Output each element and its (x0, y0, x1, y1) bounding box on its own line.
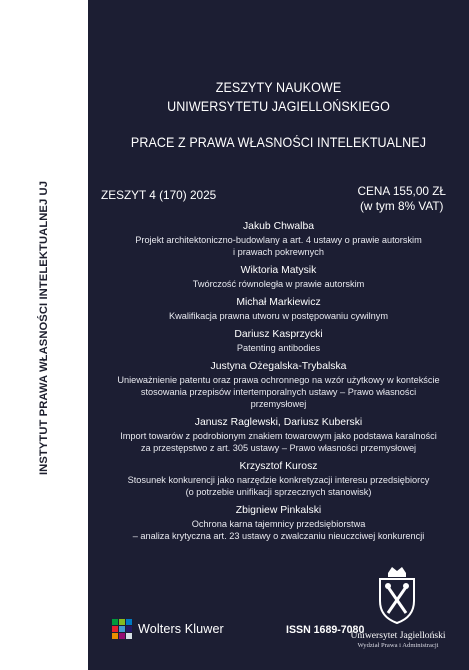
toc-author: Janusz Raglewski, Dariusz Kuberski (194, 417, 363, 428)
toc-article-title: Patenting antibodies (236, 343, 321, 353)
toc-author: Jakub Chwalba (242, 221, 315, 232)
toc-article-title: Projekt architektoniczno-budowlany a art. 4 ustawy o prawie autorskim (135, 235, 422, 245)
toc-article-title: Import towarów z podrobionym znakiem towarowym jako podstawa karalności (120, 431, 437, 441)
wolters-kluwer-logo-icon (112, 619, 132, 639)
journal-title (88, 78, 469, 152)
toc-article-title: za przestępstwo z art. 305 ustawy – Prawo własności przemysłowej (140, 443, 417, 453)
uj-crest-icon (374, 565, 420, 625)
publisher-name: Wolters Kluwer (138, 622, 224, 636)
toc-author: Justyna Ożegalska-Trybalska (210, 361, 347, 372)
toc-article-title: (o potrzebie unifikacji sprzecznych stanowisk) (185, 487, 372, 497)
toc-article-title: – analiza krytyczna art. 23 ustawy o zwalczaniu nieuczciwej konkurencji (132, 531, 425, 541)
title-line-2: UNIWERSYTETU JAGIELLOŃSKIEGO (167, 99, 390, 114)
toc-entry (88, 296, 469, 322)
toc-article-title: Stosunek konkurencji jako narzędzie konkretyzacji interesu przedsiębiorcy (127, 475, 430, 485)
toc-article-title: Kwalifikacja prawna utworu w postępowaniu cywilnym (168, 311, 389, 321)
vat-note: (w tym 8% VAT) (360, 199, 444, 213)
toc-entry (88, 264, 469, 290)
toc-article-title: Ochrona karna tajemnicy przedsiębiorstwa (191, 519, 366, 529)
toc-author: Wiktoria Matysik (240, 265, 317, 276)
toc-entry (88, 220, 469, 258)
toc-author: Zbigniew Pinkalski (235, 505, 322, 516)
title-line-3: PRACE Z PRAWA WŁASNOŚCI INTELEKTUALNEJ (130, 135, 427, 150)
toc-entry (88, 460, 469, 498)
price-block (357, 184, 446, 214)
toc-author: Krzysztof Kurosz (239, 461, 318, 472)
table-of-contents (88, 220, 469, 548)
title-line-1: ZESZYTY NAUKOWE (215, 80, 342, 95)
toc-author: Dariusz Kasprzycki (234, 329, 323, 340)
toc-article-title: Unieważnienie patentu oraz prawa ochronnego na wzór użytkowy w kontekście (117, 375, 440, 385)
issue-number: ZESZYT 4 (170) 2025 (101, 188, 217, 202)
university-name: Uniwersytet Jagielloński (350, 630, 446, 641)
toc-entry (88, 416, 469, 454)
toc-entry (88, 504, 469, 542)
toc-article-title: i prawach pokrewnych (233, 247, 324, 257)
toc-entry (88, 328, 469, 354)
publisher-logo (112, 618, 224, 640)
faculty-name: Wydział Prawa i Administracji (357, 642, 439, 649)
price: CENA 155,00 ZŁ (357, 184, 446, 198)
spine-title: INSTYTUT PRAWA WŁASNOŚCI INTELEKTUALNEJ UJ (38, 180, 50, 476)
issn: ISSN 1689-7080 (286, 624, 365, 636)
spine (0, 0, 88, 670)
toc-author: Michał Markiewicz (236, 297, 321, 308)
toc-entry (88, 360, 469, 410)
toc-article-title: stosowania przepisów intertemporalnych ustawy – Prawo własności przemysłowej (140, 387, 417, 409)
toc-article-title: Twórczość równoległa w prawie autorskim (192, 279, 365, 289)
